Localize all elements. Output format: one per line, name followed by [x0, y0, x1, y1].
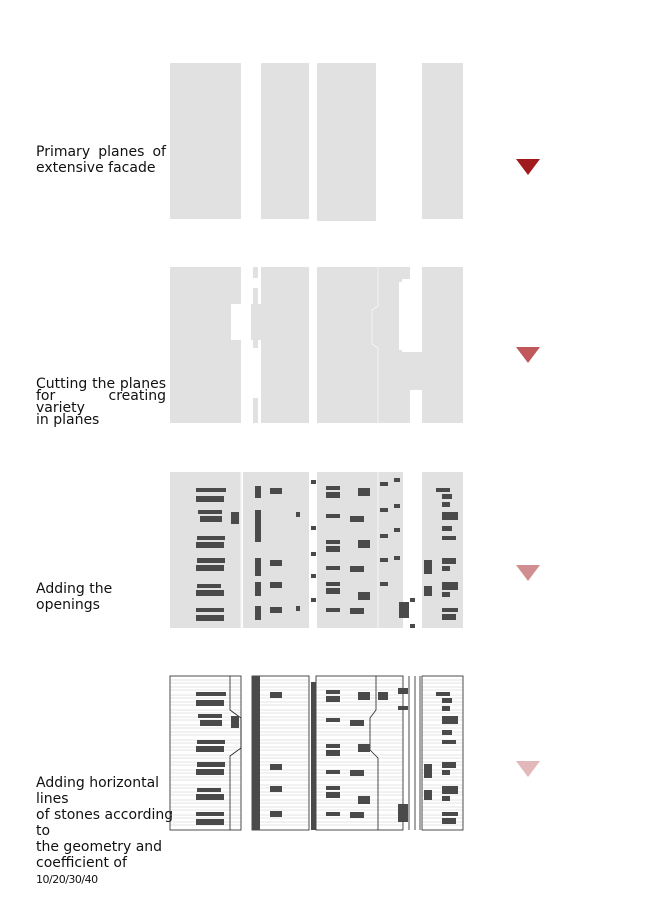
caption-line: the geometry and — [36, 839, 163, 855]
caption-line: for creating variety — [36, 388, 166, 416]
facade-openings-diagram — [166, 470, 466, 632]
step-1-caption — [36, 144, 166, 176]
caption-line: of stones according to — [36, 807, 174, 839]
step-3-caption — [36, 581, 166, 613]
down-triangle-icon — [515, 564, 541, 582]
facade-cut-planes-diagram — [166, 266, 466, 426]
step-4-caption — [36, 775, 176, 888]
caption-line: Cutting the planes — [36, 376, 166, 392]
down-triangle-icon — [515, 760, 541, 778]
facade-primary-planes-diagram — [166, 62, 466, 222]
coefficient-values: 10/20/30/40 — [36, 873, 98, 886]
caption-line — [36, 855, 176, 888]
down-triangle-icon — [515, 346, 541, 364]
step-2-caption — [36, 378, 166, 426]
caption-line: extensive facade — [36, 160, 156, 176]
caption-line: in planes — [36, 412, 100, 428]
caption-line: Adding horizontal lines — [36, 775, 160, 807]
caption-line: Adding the openings — [36, 581, 113, 613]
facade-stone-lines-diagram — [166, 674, 466, 834]
down-triangle-icon — [515, 158, 541, 176]
caption-text: coefficient of — [36, 855, 127, 871]
caption-line: Primary planes of — [36, 144, 166, 160]
